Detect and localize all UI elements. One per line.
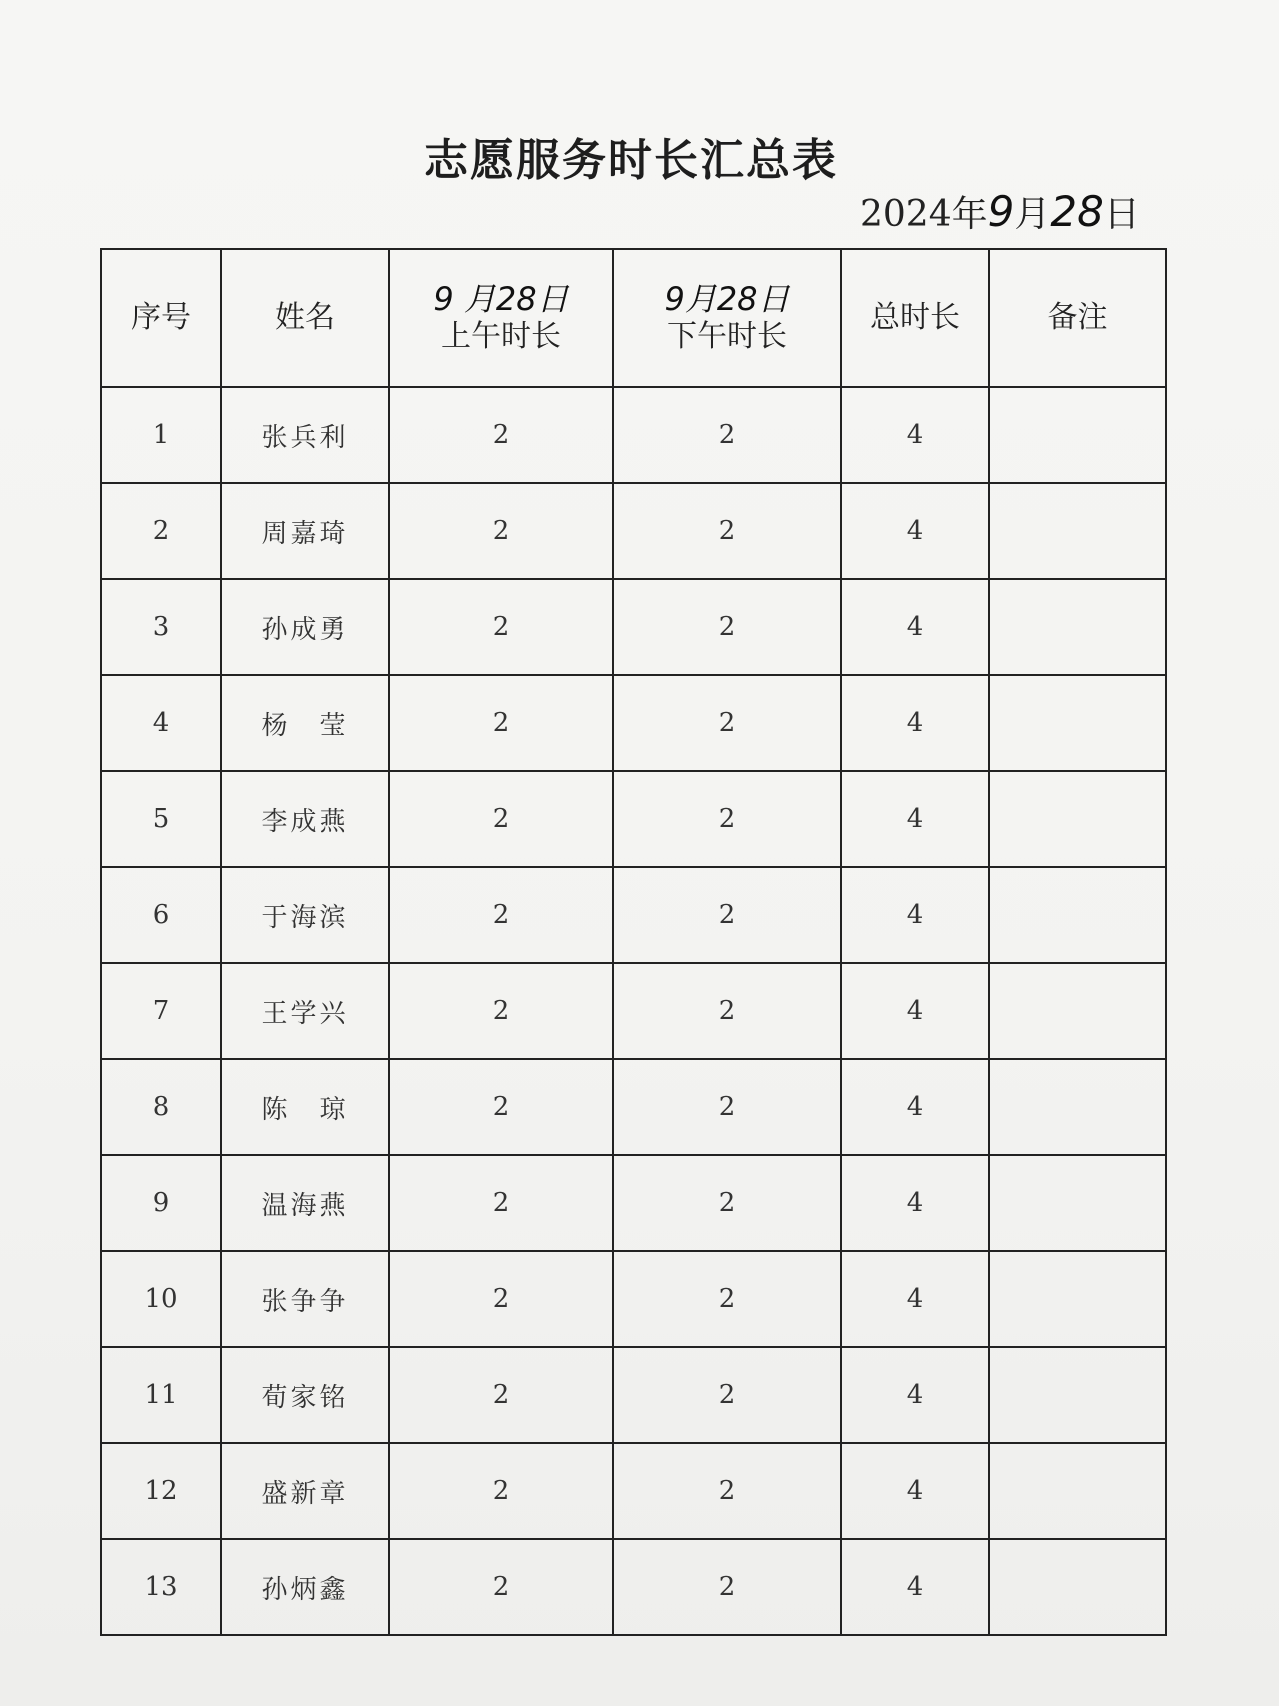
header-afternoon [613,249,841,387]
table-row [101,483,1166,579]
date-month-suffix: 月 [1014,194,1051,235]
header-afternoon-label: 下午时长 [667,319,787,354]
cell-remarks [989,579,1166,675]
cell-name: 温海燕 [221,1155,389,1251]
cell-name: 孙炳鑫 [221,1539,389,1635]
header-index: 序号 [101,249,221,387]
cell-afternoon: 2 [613,1347,841,1443]
cell-index: 4 [101,675,221,771]
cell-remarks [989,483,1166,579]
cell-index: 13 [101,1539,221,1635]
cell-name: 张兵利 [221,387,389,483]
table-row [101,1059,1166,1155]
table-row [101,771,1166,867]
cell-index: 10 [101,1251,221,1347]
cell-morning: 2 [389,1059,613,1155]
cell-remarks [989,771,1166,867]
table-body [101,387,1166,1635]
cell-total: 4 [841,387,989,483]
table-row [101,387,1166,483]
cell-morning: 2 [389,579,613,675]
cell-morning: 2 [389,963,613,1059]
table-row [101,1443,1166,1539]
header-name: 姓名 [221,249,389,387]
page-title: 志愿服务时长汇总表 [424,135,838,186]
cell-total: 4 [841,867,989,963]
header-morning [389,249,613,387]
cell-afternoon: 2 [613,1443,841,1539]
table-header-row [101,249,1166,387]
cell-morning: 2 [389,387,613,483]
cell-index: 12 [101,1443,221,1539]
cell-afternoon: 2 [613,1059,841,1155]
cell-total: 4 [841,579,989,675]
cell-morning: 2 [389,1251,613,1347]
cell-remarks [989,675,1166,771]
table-row [101,675,1166,771]
cell-total: 4 [841,963,989,1059]
table-row [101,1347,1166,1443]
cell-remarks [989,1443,1166,1539]
cell-index: 3 [101,579,221,675]
cell-total: 4 [841,1443,989,1539]
cell-afternoon: 2 [613,675,841,771]
cell-total: 4 [841,483,989,579]
header-afternoon-date: 9月28日 [664,280,790,318]
table-row [101,1155,1166,1251]
cell-remarks [989,1155,1166,1251]
header-morning-date: 9 月28日 [433,280,569,318]
header-remarks: 备注 [989,249,1166,387]
report-date [860,186,1140,237]
cell-afternoon: 2 [613,963,841,1059]
cell-afternoon: 2 [613,579,841,675]
cell-total: 4 [841,1155,989,1251]
cell-morning: 2 [389,1347,613,1443]
cell-name: 孙成勇 [221,579,389,675]
cell-total: 4 [841,1539,989,1635]
cell-name: 盛新章 [221,1443,389,1539]
table-row [101,579,1166,675]
cell-morning: 2 [389,483,613,579]
cell-name: 李成燕 [221,771,389,867]
header-morning-label: 上午时长 [441,319,561,354]
table-row [101,1251,1166,1347]
date-day-handwritten: 28 [1050,187,1104,236]
cell-index: 7 [101,963,221,1059]
cell-afternoon: 2 [613,1155,841,1251]
date-month-handwritten: 9 [987,187,1015,236]
cell-name: 周嘉琦 [221,483,389,579]
cell-index: 2 [101,483,221,579]
cell-afternoon: 2 [613,771,841,867]
cell-name: 于海滨 [221,867,389,963]
cell-afternoon: 2 [613,387,841,483]
cell-name: 张争争 [221,1251,389,1347]
cell-name: 王学兴 [221,963,389,1059]
date-year: 2024年 [860,194,988,235]
date-day-suffix: 日 [1103,194,1140,235]
cell-morning: 2 [389,867,613,963]
cell-remarks [989,867,1166,963]
cell-name: 陈 琼 [221,1059,389,1155]
header-total: 总时长 [841,249,989,387]
cell-name: 荀家铭 [221,1347,389,1443]
cell-remarks [989,1539,1166,1635]
cell-total: 4 [841,771,989,867]
cell-morning: 2 [389,1443,613,1539]
cell-morning: 2 [389,1539,613,1635]
cell-total: 4 [841,1347,989,1443]
cell-index: 1 [101,387,221,483]
table-row [101,963,1166,1059]
cell-total: 4 [841,675,989,771]
cell-total: 4 [841,1059,989,1155]
cell-afternoon: 2 [613,483,841,579]
cell-index: 11 [101,1347,221,1443]
cell-index: 9 [101,1155,221,1251]
cell-afternoon: 2 [613,1251,841,1347]
cell-total: 4 [841,1251,989,1347]
volunteer-hours-table [100,248,1167,1636]
cell-morning: 2 [389,771,613,867]
cell-name: 杨 莹 [221,675,389,771]
cell-afternoon: 2 [613,867,841,963]
cell-remarks [989,387,1166,483]
table-row [101,867,1166,963]
cell-remarks [989,963,1166,1059]
cell-index: 8 [101,1059,221,1155]
cell-index: 5 [101,771,221,867]
cell-morning: 2 [389,1155,613,1251]
cell-index: 6 [101,867,221,963]
cell-afternoon: 2 [613,1539,841,1635]
cell-morning: 2 [389,675,613,771]
cell-remarks [989,1347,1166,1443]
table-row [101,1539,1166,1635]
cell-remarks [989,1251,1166,1347]
cell-remarks [989,1059,1166,1155]
